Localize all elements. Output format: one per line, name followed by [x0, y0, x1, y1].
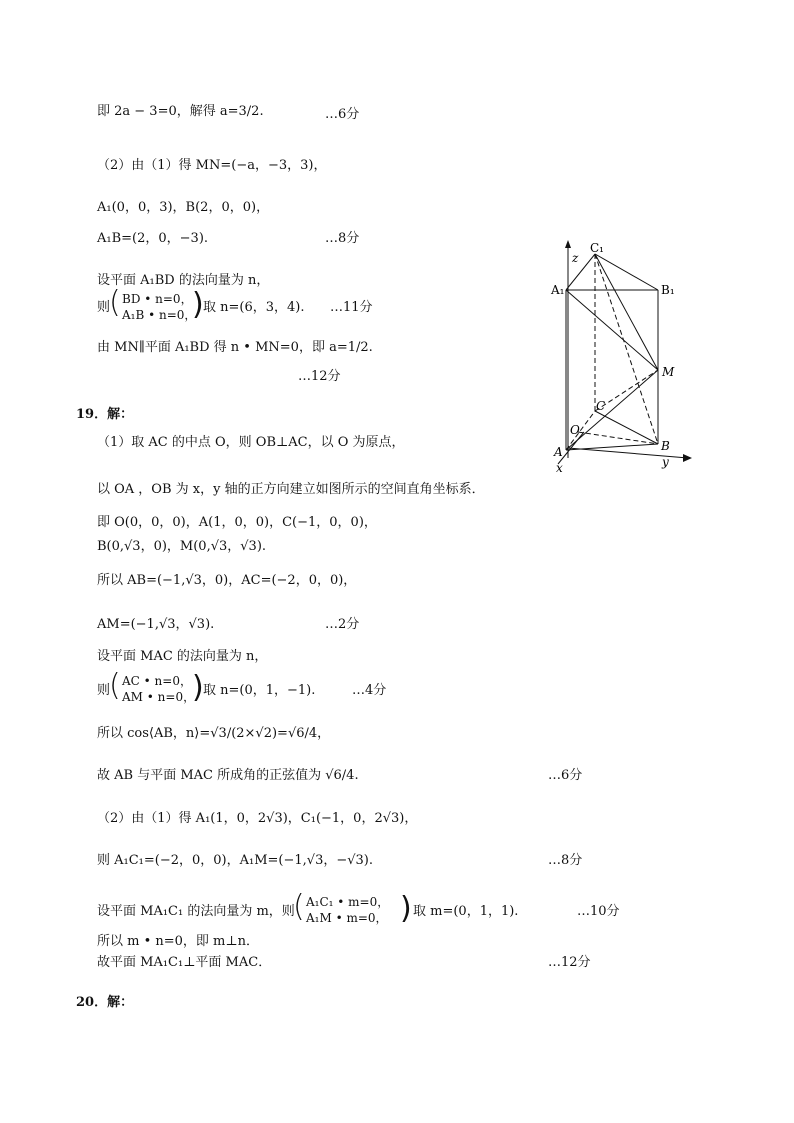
label-B: B — [661, 439, 670, 453]
y-axis-arrow — [683, 454, 692, 462]
q18-line-7: 由 MN∥平面 A₁BD 得 n • MN=0，即 a=1/2. — [97, 340, 373, 355]
q19-line-5: 所以 AB=(−1,√3，0)，AC=(−2，0，0)， — [97, 573, 357, 588]
q19-line-6: AM=(−1,√3，√3). — [97, 617, 215, 632]
edge-C1M — [595, 254, 658, 370]
label-C1: C₁ — [590, 241, 604, 255]
q19-brace-right: ) — [192, 670, 204, 705]
q19-system-eq2: AM • n=0， — [122, 690, 196, 704]
q19-brace2-right: ) — [400, 891, 412, 926]
edge-A1C1 — [566, 254, 595, 290]
q20-heading: 20．解： — [76, 995, 134, 1010]
q19-score-6: …6分 — [548, 768, 583, 783]
edge-AB — [566, 444, 658, 450]
label-x: x — [556, 461, 563, 475]
q19-line-9: 所以 cos⟨AB，n⟩=√3/(2×√2)=√6/4， — [97, 726, 331, 741]
q19-brace-left: ( — [109, 668, 121, 703]
q19-line-2: 以 OA ，OB 为 x，y 轴的正方向建立如图所示的空间直角坐标系． — [97, 482, 485, 497]
edge-AM — [566, 370, 658, 450]
q19-score-2: …2分 — [325, 617, 360, 632]
label-A: A — [554, 445, 563, 459]
edge-A1M — [566, 290, 658, 370]
q19-score-8: …8分 — [548, 853, 583, 868]
q19-score-12: …12分 — [548, 955, 591, 970]
z-axis-arrow — [565, 240, 571, 248]
q18-score-8: …8分 — [325, 231, 360, 246]
q19-line-3: 即 O(0，0，0)，A(1，0，0)，C(−1，0，0)， — [97, 515, 377, 530]
prism-figure — [548, 236, 698, 476]
q18-brace-left: ( — [109, 285, 121, 320]
label-B1: B₁ — [661, 283, 675, 297]
q19-line-8-post: 取 n=(0，1，−1). — [203, 683, 316, 698]
q19-score-10: …10分 — [577, 904, 620, 919]
q18-line-1: 即 2a − 3=0，解得 a=3/2. — [97, 104, 264, 119]
q19-line-8-pre: 则 — [97, 683, 111, 698]
q19-line-13-pre: 设平面 MA₁C₁ 的法向量为 m，则 — [97, 904, 295, 919]
label-M: M — [662, 365, 675, 379]
label-A1: A₁ — [551, 283, 565, 297]
q19-system2-eq2: A₁M • m=0， — [306, 911, 388, 925]
label-y: y — [662, 455, 669, 469]
q18-line-5: 设平面 A₁BD 的法向量为 n， — [97, 273, 270, 288]
q19-line-1: （1）取 AC 的中点 O，则 OB⊥AC，以 O 为原点， — [97, 435, 405, 450]
label-z: z — [572, 251, 579, 265]
q19-system-eq1: AC • n=0， — [122, 674, 192, 688]
label-C: C — [596, 399, 606, 413]
q18-line-6-post: 取 n=(6，3，4). — [203, 300, 305, 315]
q18-system-eq1: BD • n=0， — [122, 292, 193, 306]
q19-line-10: 故 AB 与平面 MAC 所成角的正弦值为 √6/4. — [97, 768, 359, 783]
q19-line-11: （2）由（1）得 A₁(1，0，2√3)，C₁(−1，0，2√3)， — [97, 811, 418, 826]
q18-score-6: …6分 — [325, 107, 360, 122]
q19-system2-eq1: A₁C₁ • m=0， — [306, 895, 390, 909]
q18-line-2: （2）由（1）得 MN=(−a，−3，3)， — [97, 158, 327, 173]
q18-line-3: A₁(0，0，3)，B(2，0，0)， — [97, 200, 270, 215]
q19-heading: 19．解： — [76, 407, 134, 422]
q18-score-12: …12分 — [298, 369, 341, 384]
y-axis — [568, 448, 688, 458]
q19-line-12: 则 A₁C₁=(−2，0，0)，A₁M=(−1,√3，−√3). — [97, 853, 374, 868]
q18-score-11: …11分 — [330, 300, 373, 315]
q19-line-14: 所以 m • n=0，即 m⊥n． — [97, 934, 259, 949]
q18-system-eq2: A₁B • n=0， — [122, 308, 197, 322]
q18-line-4: A₁B=(2，0，−3). — [97, 231, 209, 246]
q19-brace2-left: ( — [293, 889, 305, 924]
q19-line-7: 设平面 MAC 的法向量为 n， — [97, 649, 268, 664]
q18-line-6-pre: 则 — [97, 300, 111, 315]
q19-line-4: B(0,√3，0)，M(0,√3，√3). — [97, 539, 267, 554]
q19-line-13-post: 取 m=(0，1，1). — [413, 904, 519, 919]
q19-score-4: …4分 — [352, 683, 387, 698]
label-O: O — [570, 423, 580, 437]
q18-brace-right: ) — [192, 287, 204, 322]
q19-line-15: 故平面 MA₁C₁⊥平面 MAC． — [97, 955, 272, 970]
